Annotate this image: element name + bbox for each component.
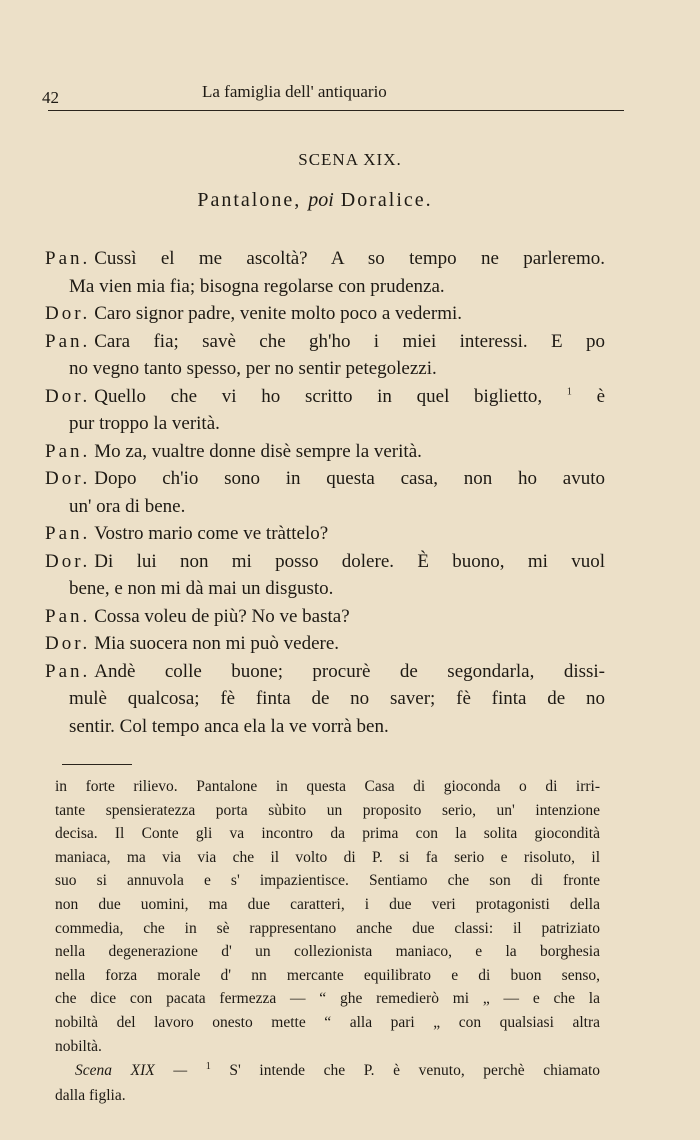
character-pantalone: Pantalone, — [197, 189, 302, 211]
footnote-marker: 1 — [566, 386, 572, 398]
dialogue-line — [45, 245, 605, 273]
dialogue-text: Cara fia; savè che gh'ho i miei interessi. E po — [94, 330, 605, 352]
speaker-label: Pan. — [45, 605, 91, 627]
speaker-label: Pan. — [45, 440, 91, 462]
speaker-label: Dor. — [45, 468, 91, 489]
speaker-label: Dor. — [45, 303, 91, 324]
speaker-label: Pan. — [45, 660, 91, 682]
dialogue-block — [45, 245, 605, 740]
dialogue-text: Dopo ch'io sono in questa casa, non ho avuto — [94, 468, 605, 489]
note-line: nobiltà del lavoro onesto mette “ alla pari „ con qualsiasi altra — [55, 1013, 600, 1031]
dialogue-line — [45, 630, 605, 658]
dialogue-text: no vegno tanto spesso, per no sentir petegolezzi. — [69, 358, 437, 379]
note-line: in forte rilievo. Pantalone in questa Casa di gioconda o di irri- — [55, 778, 600, 795]
dialogue-text: un' ora di bene. — [69, 495, 186, 517]
dialogue-text: Quello che vi ho scritto in quel biglietto, — [94, 385, 543, 407]
header-rule — [48, 110, 624, 111]
dialogue-text: Mo za, vualtre donne disè sempre la verità. — [94, 440, 422, 462]
dialogue-line — [45, 603, 605, 631]
dialogue-text: Cussì el me ascoltà? A so tempo ne parleremo. — [94, 248, 605, 269]
dialogue-line — [45, 493, 605, 521]
dialogue-text: Ma vien mia fia; bisogna regolarse con prudenza. — [69, 275, 445, 297]
dialogue-text: pur troppo la verità. — [69, 413, 220, 434]
dialogue-line — [45, 575, 605, 603]
dialogue-text: sentir. Col tempo anca ela la ve vorrà ben. — [69, 715, 389, 737]
note-line: commedia, che in sè rappresentano anche due classi: il patriziato — [55, 919, 600, 937]
dialogue-text: è — [596, 385, 606, 407]
footnote-rule — [62, 764, 132, 765]
dialogue-line — [45, 328, 605, 356]
commentary-note — [55, 775, 600, 1058]
scene-characters — [0, 189, 630, 212]
note-line: nella forza morale d' nn mercante equilibrato e di buon senso, — [55, 966, 600, 984]
dialogue-text: Caro signor padre, venite molto poco a vedermi. — [94, 303, 463, 324]
dialogue-text: Mia suocera non mi può vedere. — [94, 633, 340, 654]
speaker-label: Dor. — [45, 385, 91, 407]
footnote-text: S' intende che P. è venuto, perchè chiamato — [229, 1062, 601, 1079]
note-line: nobiltà. — [55, 1037, 102, 1055]
dialogue-text: mulè qualcosa; fè finta de no saver; fè finta de no — [69, 688, 605, 709]
speaker-label: Pan. — [45, 248, 91, 269]
note-line: che dice con pacata fermezza — “ ghe remedierò mi „ — e che la — [55, 990, 600, 1008]
speaker-label: Pan. — [45, 330, 91, 352]
book-title: La famiglia dell' antiquario — [202, 82, 387, 101]
dialogue-text: bene, e non mi dà mai un disgusto. — [69, 578, 334, 599]
page-number: 42 — [42, 88, 59, 107]
dialogue-text: Di lui non mi posso dolere. È buono, mi vuol — [94, 550, 605, 572]
dialogue-line — [45, 713, 605, 741]
character-doralice: Doralice. — [340, 189, 433, 211]
dialogue-line — [45, 658, 605, 686]
dialogue-line — [45, 273, 605, 301]
footnote-line — [55, 1058, 600, 1083]
footnote-label: Scena XIX — — [75, 1062, 188, 1079]
dialogue-line — [45, 465, 605, 493]
note-line: nella degenerazione d' un collezionista maniaco, e la borghesia — [55, 943, 600, 961]
dialogue-line — [45, 685, 605, 713]
note-line: suo si annuvola e s' impazientisce. Sentiamo che son di fronte — [55, 872, 600, 890]
note-line: tante spensieratezza porta sùbito un proposito serio, un' intenzione — [55, 801, 600, 819]
dialogue-line — [45, 520, 605, 548]
note-line: non due uomini, ma due caratteri, i due veri protagonisti della — [55, 895, 600, 913]
speaker-label: Dor. — [45, 550, 91, 572]
speaker-label: Pan. — [45, 523, 91, 544]
note-line: decisa. Il Conte gli va incontro da prima con la solita giocondità — [55, 825, 600, 843]
dialogue-line — [45, 355, 605, 383]
note-line: maniaca, ma via via che il volto di P. si fa serio e risoluto, il — [55, 848, 600, 866]
dialogue-line — [45, 410, 605, 438]
dialogue-text: Andè colle buone; procurè de segondarla, dissi- — [94, 660, 605, 682]
dialogue-line — [45, 548, 605, 576]
dialogue-line — [45, 438, 605, 466]
dialogue-line — [45, 300, 605, 328]
scene-title: SCENA XIX. — [298, 150, 402, 169]
characters-connector: poi — [308, 189, 334, 211]
dialogue-text: Cossa voleu de più? No ve basta? — [94, 605, 350, 627]
dialogue-text: Vostro mario come ve tràttelo? — [94, 523, 329, 544]
speaker-label: Dor. — [45, 633, 91, 654]
scene-footnote — [55, 1058, 600, 1108]
footnote-line: dalla figlia. — [55, 1087, 126, 1104]
dialogue-line — [45, 383, 605, 411]
running-head — [40, 82, 620, 112]
footnote-marker: 1 — [205, 1060, 211, 1072]
